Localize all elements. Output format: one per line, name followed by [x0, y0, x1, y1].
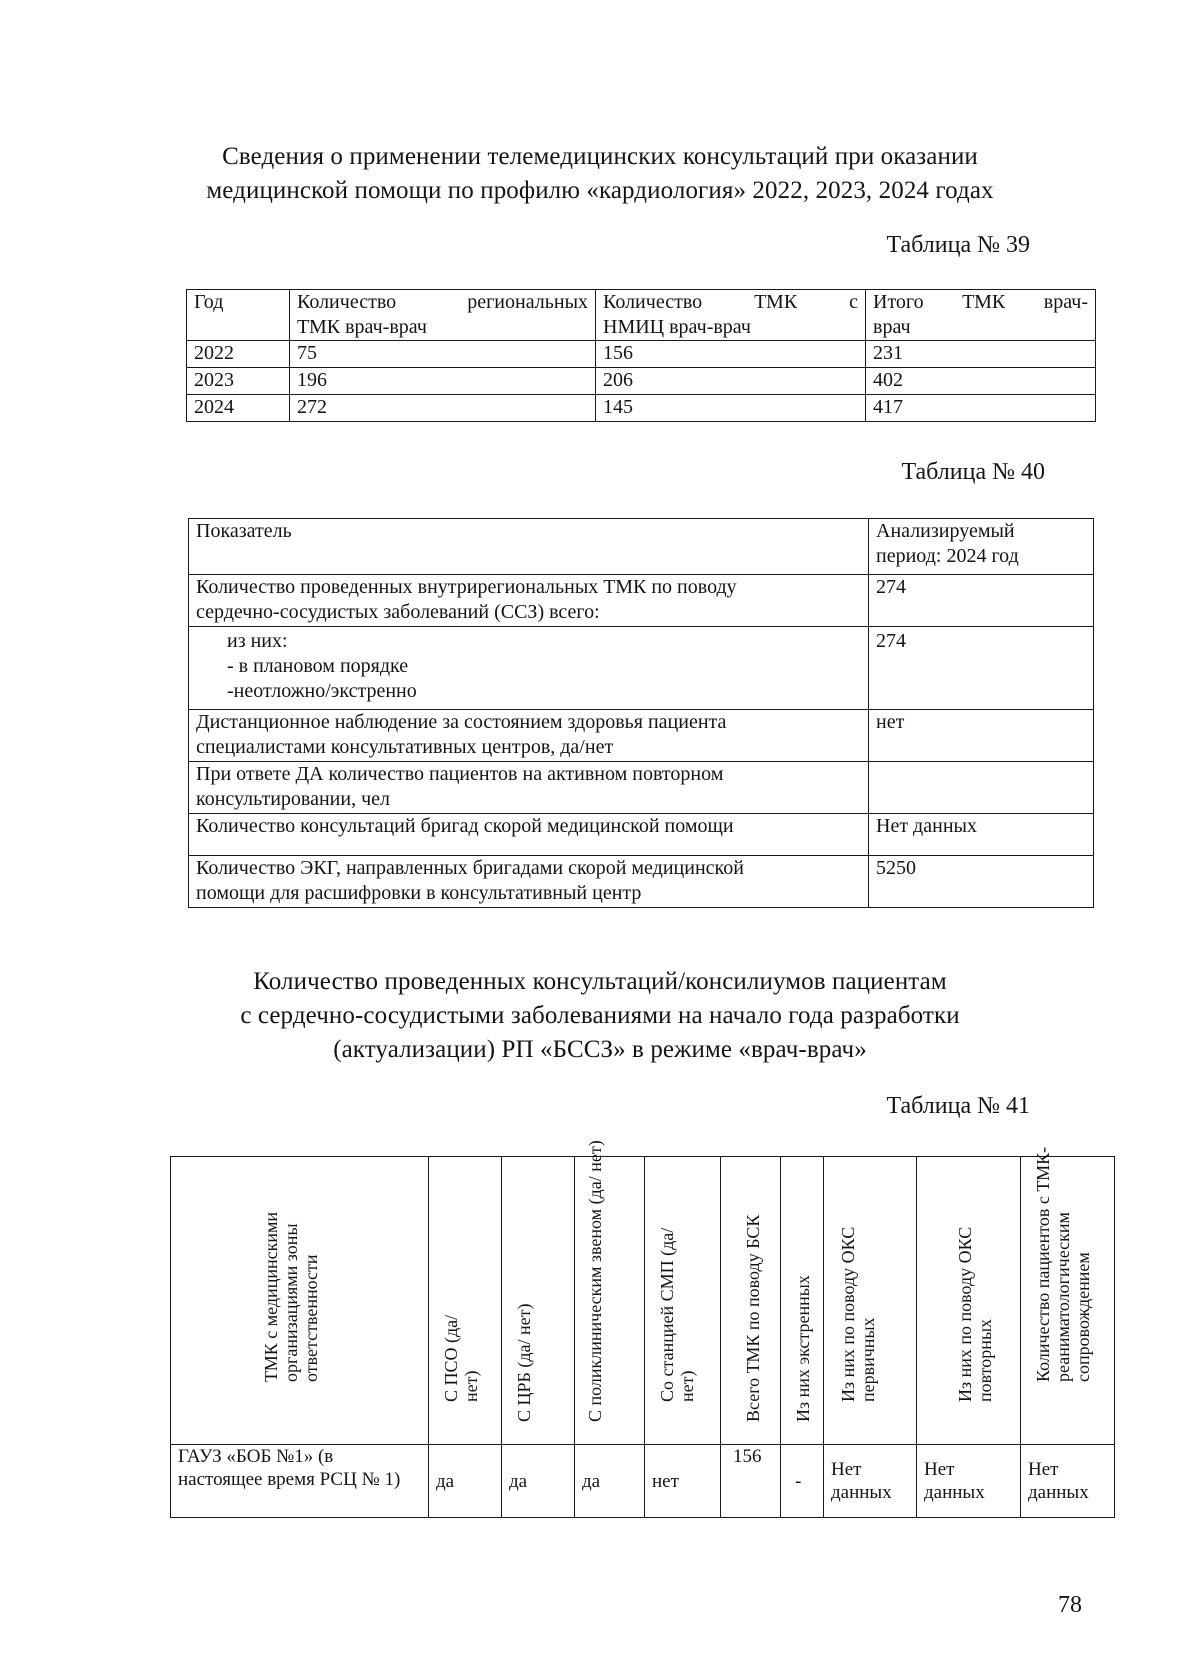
cell-year: 2023 — [187, 368, 290, 395]
table-header-row — [189, 519, 1094, 575]
cell-pso: да — [429, 1445, 502, 1518]
cell-oks-primary: Нет данных — [824, 1445, 917, 1518]
table-row — [189, 814, 1094, 856]
table-row — [189, 575, 1094, 627]
cell-emergency: - — [781, 1445, 824, 1518]
cell-indicator: из них: - в плановом порядке -неотложно/экстренно — [189, 627, 869, 710]
header-nmic: Количество ТМК с НМИЦ врач-врач — [596, 290, 866, 341]
cell-nmic: 145 — [596, 395, 866, 422]
title-line: с сердечно-сосудистыми заболеваниями на начало года разработки — [240, 1002, 960, 1029]
cell-indicator: Количество проведенных внутрирегиональных ТМК по поводу сердечно-сосудистых заболеваний (ССЗ) всего: — [189, 575, 869, 627]
cell-nmic: 156 — [596, 341, 866, 368]
table-header-row — [187, 290, 1096, 341]
cell-nmic: 206 — [596, 368, 866, 395]
header-period: Анализируемый период: 2024 год — [869, 519, 1094, 575]
title-line: медицинской помощи по профилю «кардиология» 2022, 2023, 2024 годах — [206, 177, 994, 204]
cell-total: 417 — [866, 395, 1096, 422]
cell-value: нет — [869, 710, 1094, 762]
table-row — [189, 627, 1094, 710]
cell-crb: да — [502, 1445, 575, 1518]
header-smp: Со станцией СМП (да/ нет) — [645, 1157, 721, 1445]
table-41 — [170, 1140, 1115, 1518]
page-number: 78 — [1058, 1592, 1082, 1618]
cell-year: 2022 — [187, 341, 290, 368]
cell-value — [869, 762, 1094, 814]
title-line: Сведения о применении телемедицинских консультаций при оказании — [222, 143, 978, 170]
header-indicator: Показатель — [189, 519, 869, 575]
table-40 — [188, 518, 1094, 908]
header-reanim: Количество пациентов с ТМК-реаниматологическим сопровождением — [1021, 1157, 1115, 1445]
table-40-label: Таблица № 40 — [901, 459, 1045, 485]
cell-indicator: Дистанционное наблюдение за состоянием здоровья пациента специалистами консультативных центров, да/нет — [189, 710, 869, 762]
cell-total: 231 — [866, 341, 1096, 368]
cell-indicator: Количество ЭКГ, направленных бригадами скорой медицинской помощи для расшифровки в консультативный центр — [189, 856, 869, 908]
cell-indicator: Количество консультаций бригад скорой медицинской помощи — [189, 814, 869, 856]
cell-value: Нет данных — [869, 814, 1094, 856]
table-row — [189, 762, 1094, 814]
cell-total: 402 — [866, 368, 1096, 395]
header-poly: С поликлиническим звеном (да/ нет) — [575, 1157, 645, 1445]
cell-value: 274 — [869, 627, 1094, 710]
cell-regional: 272 — [290, 395, 596, 422]
cell-value: 274 — [869, 575, 1094, 627]
cell-regional: 196 — [290, 368, 596, 395]
cell-smp: нет — [645, 1445, 721, 1518]
cell-poly: да — [575, 1445, 645, 1518]
table-39-label: Таблица № 39 — [886, 232, 1030, 258]
header-total: Всего ТМК по поводу БСК — [721, 1157, 781, 1445]
table-header-row — [171, 1157, 1115, 1445]
cell-reanim: Нет данных — [1021, 1445, 1115, 1518]
section-title-consultations — [150, 965, 1050, 1067]
table-row — [187, 341, 1096, 368]
header-total: Итого ТМК врач- врач — [866, 290, 1096, 341]
table-row — [189, 710, 1094, 762]
section-title-tmk — [150, 140, 1050, 208]
table-row — [187, 395, 1096, 422]
table-41-label: Таблица № 41 — [886, 1093, 1030, 1119]
table-row — [187, 368, 1096, 395]
table-row — [171, 1445, 1115, 1518]
table-39 — [186, 289, 1096, 422]
cell-oks-repeat: Нет данных — [917, 1445, 1021, 1518]
header-emergency: Из них экстренных — [781, 1157, 824, 1445]
header-year: Год — [187, 290, 290, 341]
cell-regional: 75 — [290, 341, 596, 368]
header-oks-primary: Из них по поводу ОКС первичных — [824, 1157, 917, 1445]
cell-year: 2024 — [187, 395, 290, 422]
header-regional: Количество региональных ТМК врач-врач — [290, 290, 596, 341]
cell-value: 5250 — [869, 856, 1094, 908]
header-pso: С ПСО (да/ нет) — [429, 1157, 502, 1445]
cell-total: 156 — [721, 1445, 781, 1518]
header-oks-repeat: Из них по поводу ОКС повторных — [917, 1157, 1021, 1445]
header-crb: С ЦРБ (да/ нет) — [502, 1157, 575, 1445]
title-line: (актуализации) РП «БССЗ» в режиме «врач-врач» — [333, 1036, 867, 1063]
cell-indicator: При ответе ДА количество пациентов на активном повторном консультировании, чел — [189, 762, 869, 814]
title-line: Количество проведенных консультаций/консилиумов пациентам — [253, 968, 947, 995]
header-org: ТМК с медицинскими организациями зоны ответственности — [171, 1157, 429, 1445]
table-row — [189, 856, 1094, 908]
cell-org: ГАУЗ «БОБ №1» (в настоящее время РСЦ № 1) — [171, 1445, 429, 1518]
